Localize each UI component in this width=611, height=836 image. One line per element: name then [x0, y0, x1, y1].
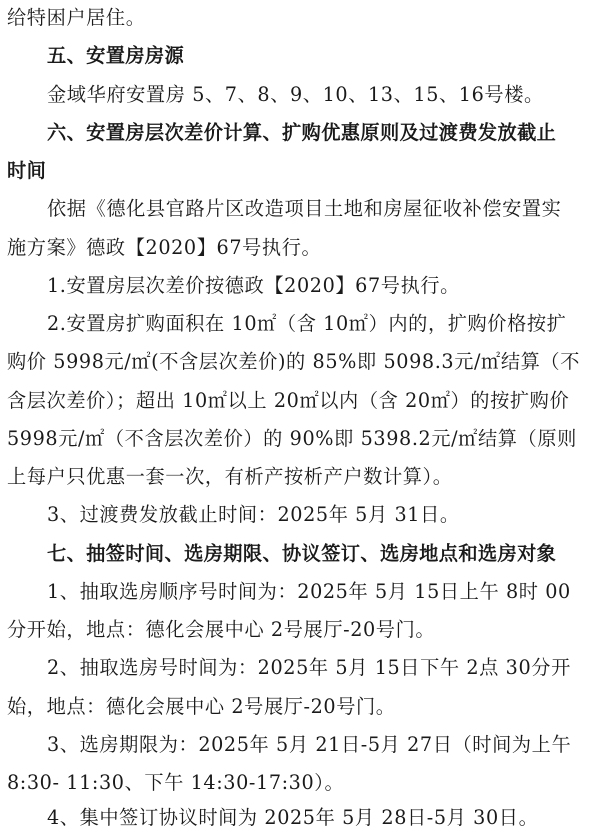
paragraph-line: 1、抽取选房顺序号时间为：2025年 5月 15日上午 8时 00	[47, 580, 571, 603]
paragraph-line: 上每户只优惠一套一次，有析产按析产户数计算）。	[7, 465, 453, 488]
paragraph-line: 2.安置房扩购面积在 10㎡（含 10㎡）内的，扩购价格按扩	[47, 312, 567, 335]
paragraph-line: 2、抽取选房号时间为：2025年 5月 15日下午 2点 30分开	[47, 656, 571, 679]
paragraph-line: 施方案》德政【2020】67号执行。	[7, 236, 322, 259]
section-heading: 七、抽签时间、选房期限、协议签订、选房地点和选房对象	[47, 542, 557, 565]
paragraph-line: 8:30- 11:30、下午 14:30-17:30）。	[7, 771, 345, 794]
paragraph-line: 3、选房期限为：2025年 5月 21日-5月 27日（时间为上午	[47, 733, 572, 756]
paragraph-line: 4、集中签订协议时间为 2025年 5月 28日-5月 30日。	[47, 806, 539, 829]
paragraph-line: 始，地点：德化会展中心 2号展厅-20号门。	[7, 695, 396, 718]
paragraph-line: 含层次差价）；超出 10㎡以上 20㎡以内（含 20㎡）的按扩购价	[7, 389, 570, 412]
section-heading: 六、安置房层次差价计算、扩购优惠原则及过渡费发放截止	[47, 121, 557, 144]
paragraph-line: 3、过渡费发放截止时间：2025年 5月 31日。	[47, 503, 460, 526]
paragraph-line: 购价 5998元/㎡(不含层次差价)的 85%即 5098.3元/㎡结算（不	[7, 350, 580, 373]
paragraph-line: 金域华府安置房 5、7、8、9、10、13、15、16号楼。	[47, 83, 544, 106]
section-heading-continued: 时间	[7, 159, 47, 182]
paragraph-line: 5998元/㎡（不含层次差价）的 90%即 5398.2元/㎡结算（原则	[7, 427, 577, 450]
paragraph-line: 给特困户居住。	[7, 6, 146, 29]
section-heading: 五、安置房房源	[47, 44, 185, 67]
paragraph-line: 分开始，地点：德化会展中心 2号展厅-20号门。	[7, 618, 436, 641]
paragraph-line: 依据《德化县官路片区改造项目土地和房屋征收补偿安置实	[47, 197, 562, 220]
paragraph-line: 1.安置房层次差价按德政【2020】67号执行。	[47, 274, 460, 297]
